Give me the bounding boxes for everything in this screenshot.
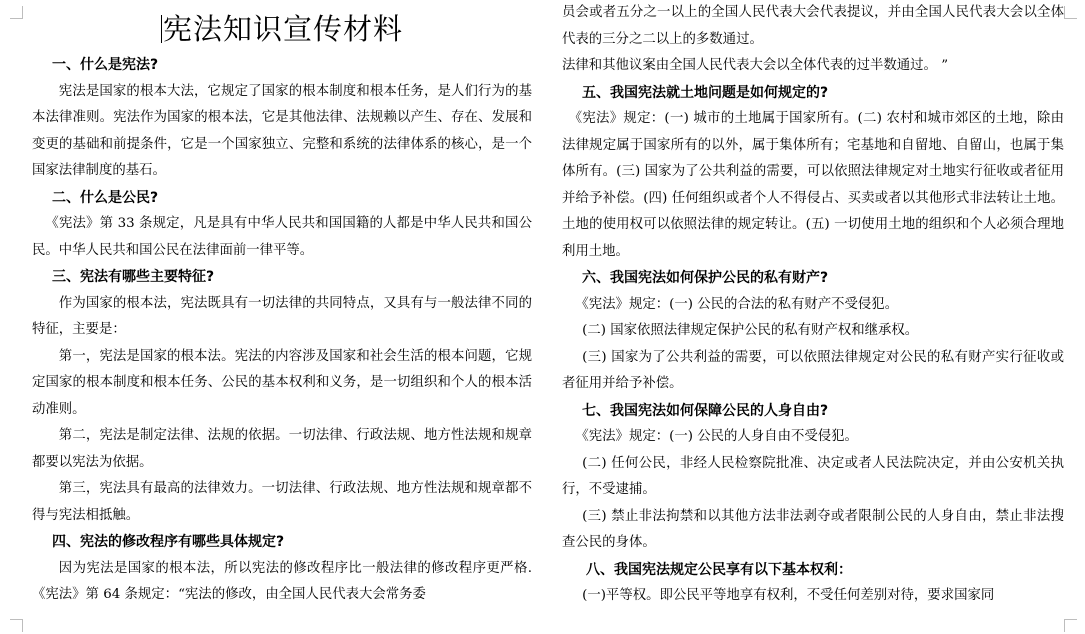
section-heading: 三、宪法有哪些主要特征? <box>52 269 215 285</box>
paragraph: (三) 禁止非法拘禁和以其他方法非法剥夺或者限制公民的人身自由，禁止非法搜查公民的身体。 <box>562 508 1064 550</box>
paragraph: 因为宪法是国家的根本法，所以宪法的修改程序比一般法律的修改程序更严格.《宪法》第 64 条规定：“宪法的修改，由全国人民代表大会常务委 <box>32 560 532 602</box>
paragraph: (三) 国家为了公共利益的需要，可以依照法律规定对公民的私有财产实行征收或者征用并给予补偿。 <box>562 349 1064 391</box>
text-cursor <box>161 15 162 43</box>
paragraph: (一)平等权。即公民平等地享有权利，不受任何差别对待，要求国家同 <box>582 588 995 603</box>
paragraph: 《宪法》规定：(一) 公民的合法的私有财产不受侵犯。 <box>575 296 899 312</box>
section-heading: 七、我国宪法如何保障公民的人身自由? <box>582 402 829 419</box>
section-heading: 二、什么是公民? <box>52 189 159 206</box>
paragraph: 作为国家的根本法，宪法既具有一切法律的共同特点，又具有与一般法律不同的特征，主要是： <box>32 295 532 337</box>
paragraph: 《宪法》规定：(一) 公民的人身自由不受侵犯。 <box>575 429 858 444</box>
paragraph: 《宪法》规定：(一) 城市的土地属于国家所有。(二) 农村和城市郊区的土地，除由法律规定属于国家所有的以外，属于集体所有；宅基地和自留地、自留山，也属于集体所有。(三) 国家为了公共利益的需要，可以依照法律规定对土地实行征收或者征用并给予补偿。(四) 任何组织或者个人不得侵占、买卖或者以其他形式非法转让土地。土地的使用权可以依照法律的规定转让。(五) 一切使用土地的组织和个人必须合理地利用土地。 <box>562 111 1064 259</box>
section-heading: 四、宪法的修改程序有哪些具体规定? <box>52 534 285 550</box>
page-corner-mark <box>10 6 23 19</box>
section-heading: 六、我国宪法如何保护公民的私有财产? <box>582 270 829 286</box>
section-heading: 五、我国宪法就土地问题是如何规定的? <box>582 84 829 101</box>
right-column <box>562 0 1064 610</box>
paragraph: 《宪法》第 33 条规定，凡是具有中华人民共和国国籍的人都是中华人民共和国公民。中华人民共和国公民在法律面前一律平等。 <box>32 216 532 258</box>
document-title-text: 宪法知识宣传材料 <box>162 12 403 46</box>
document-title[interactable] <box>32 12 532 46</box>
page-corner-mark <box>1064 6 1077 19</box>
left-column <box>32 0 532 609</box>
paragraph: (二) 任何公民，非经人民检察院批准、决定或者人民法院决定，并由公安机关执行，不受逮捕。 <box>562 455 1064 497</box>
page-corner-mark <box>1064 619 1077 632</box>
paragraph: 法律和其他议案由全国人民代表大会以全体代表的过半数通过。 ” <box>562 58 949 73</box>
paragraph: 员会或者五分之一以上的全国人民代表大会代表提议，并由全国人民代表大会以全体代表的三分之二以上的多数通过。 <box>562 5 1064 47</box>
section-heading: 一、什么是宪法? <box>52 57 159 73</box>
section-heading: 八、我国宪法规定公民享有以下基本权利： <box>586 561 852 578</box>
paragraph: 第一，宪法是国家的根本法。宪法的内容涉及国家和社会生活的根本问题，它规定国家的根本制度和根本任务、公民的基本权利和义务，是一切组织和个人的根本活动准则。 <box>32 348 532 417</box>
paragraph: 第三，宪法具有最高的法律效力。一切法律、行政法规、地方性法规和规章都不得与宪法相抵触。 <box>32 481 532 523</box>
page-corner-mark <box>10 619 23 632</box>
paragraph: 宪法是国家的根本大法，它规定了国家的根本制度和根本任务，是人们行为的基本法律准则。宪法作为国家的根本法，它是其他法律、法规赖以产生、存在、发展和变更的基础和前提条件，它是一个国家独立、完整和系统的法律体系的核心，是一个国家法律制度的基石。 <box>32 83 532 178</box>
paragraph: (二) 国家依照法律规定保护公民的私有财产权和继承权。 <box>582 323 919 338</box>
paragraph: 第二，宪法是制定法律、法规的依据。一切法律、行政法规、地方性法规和规章都要以宪法为依据。 <box>32 428 532 470</box>
